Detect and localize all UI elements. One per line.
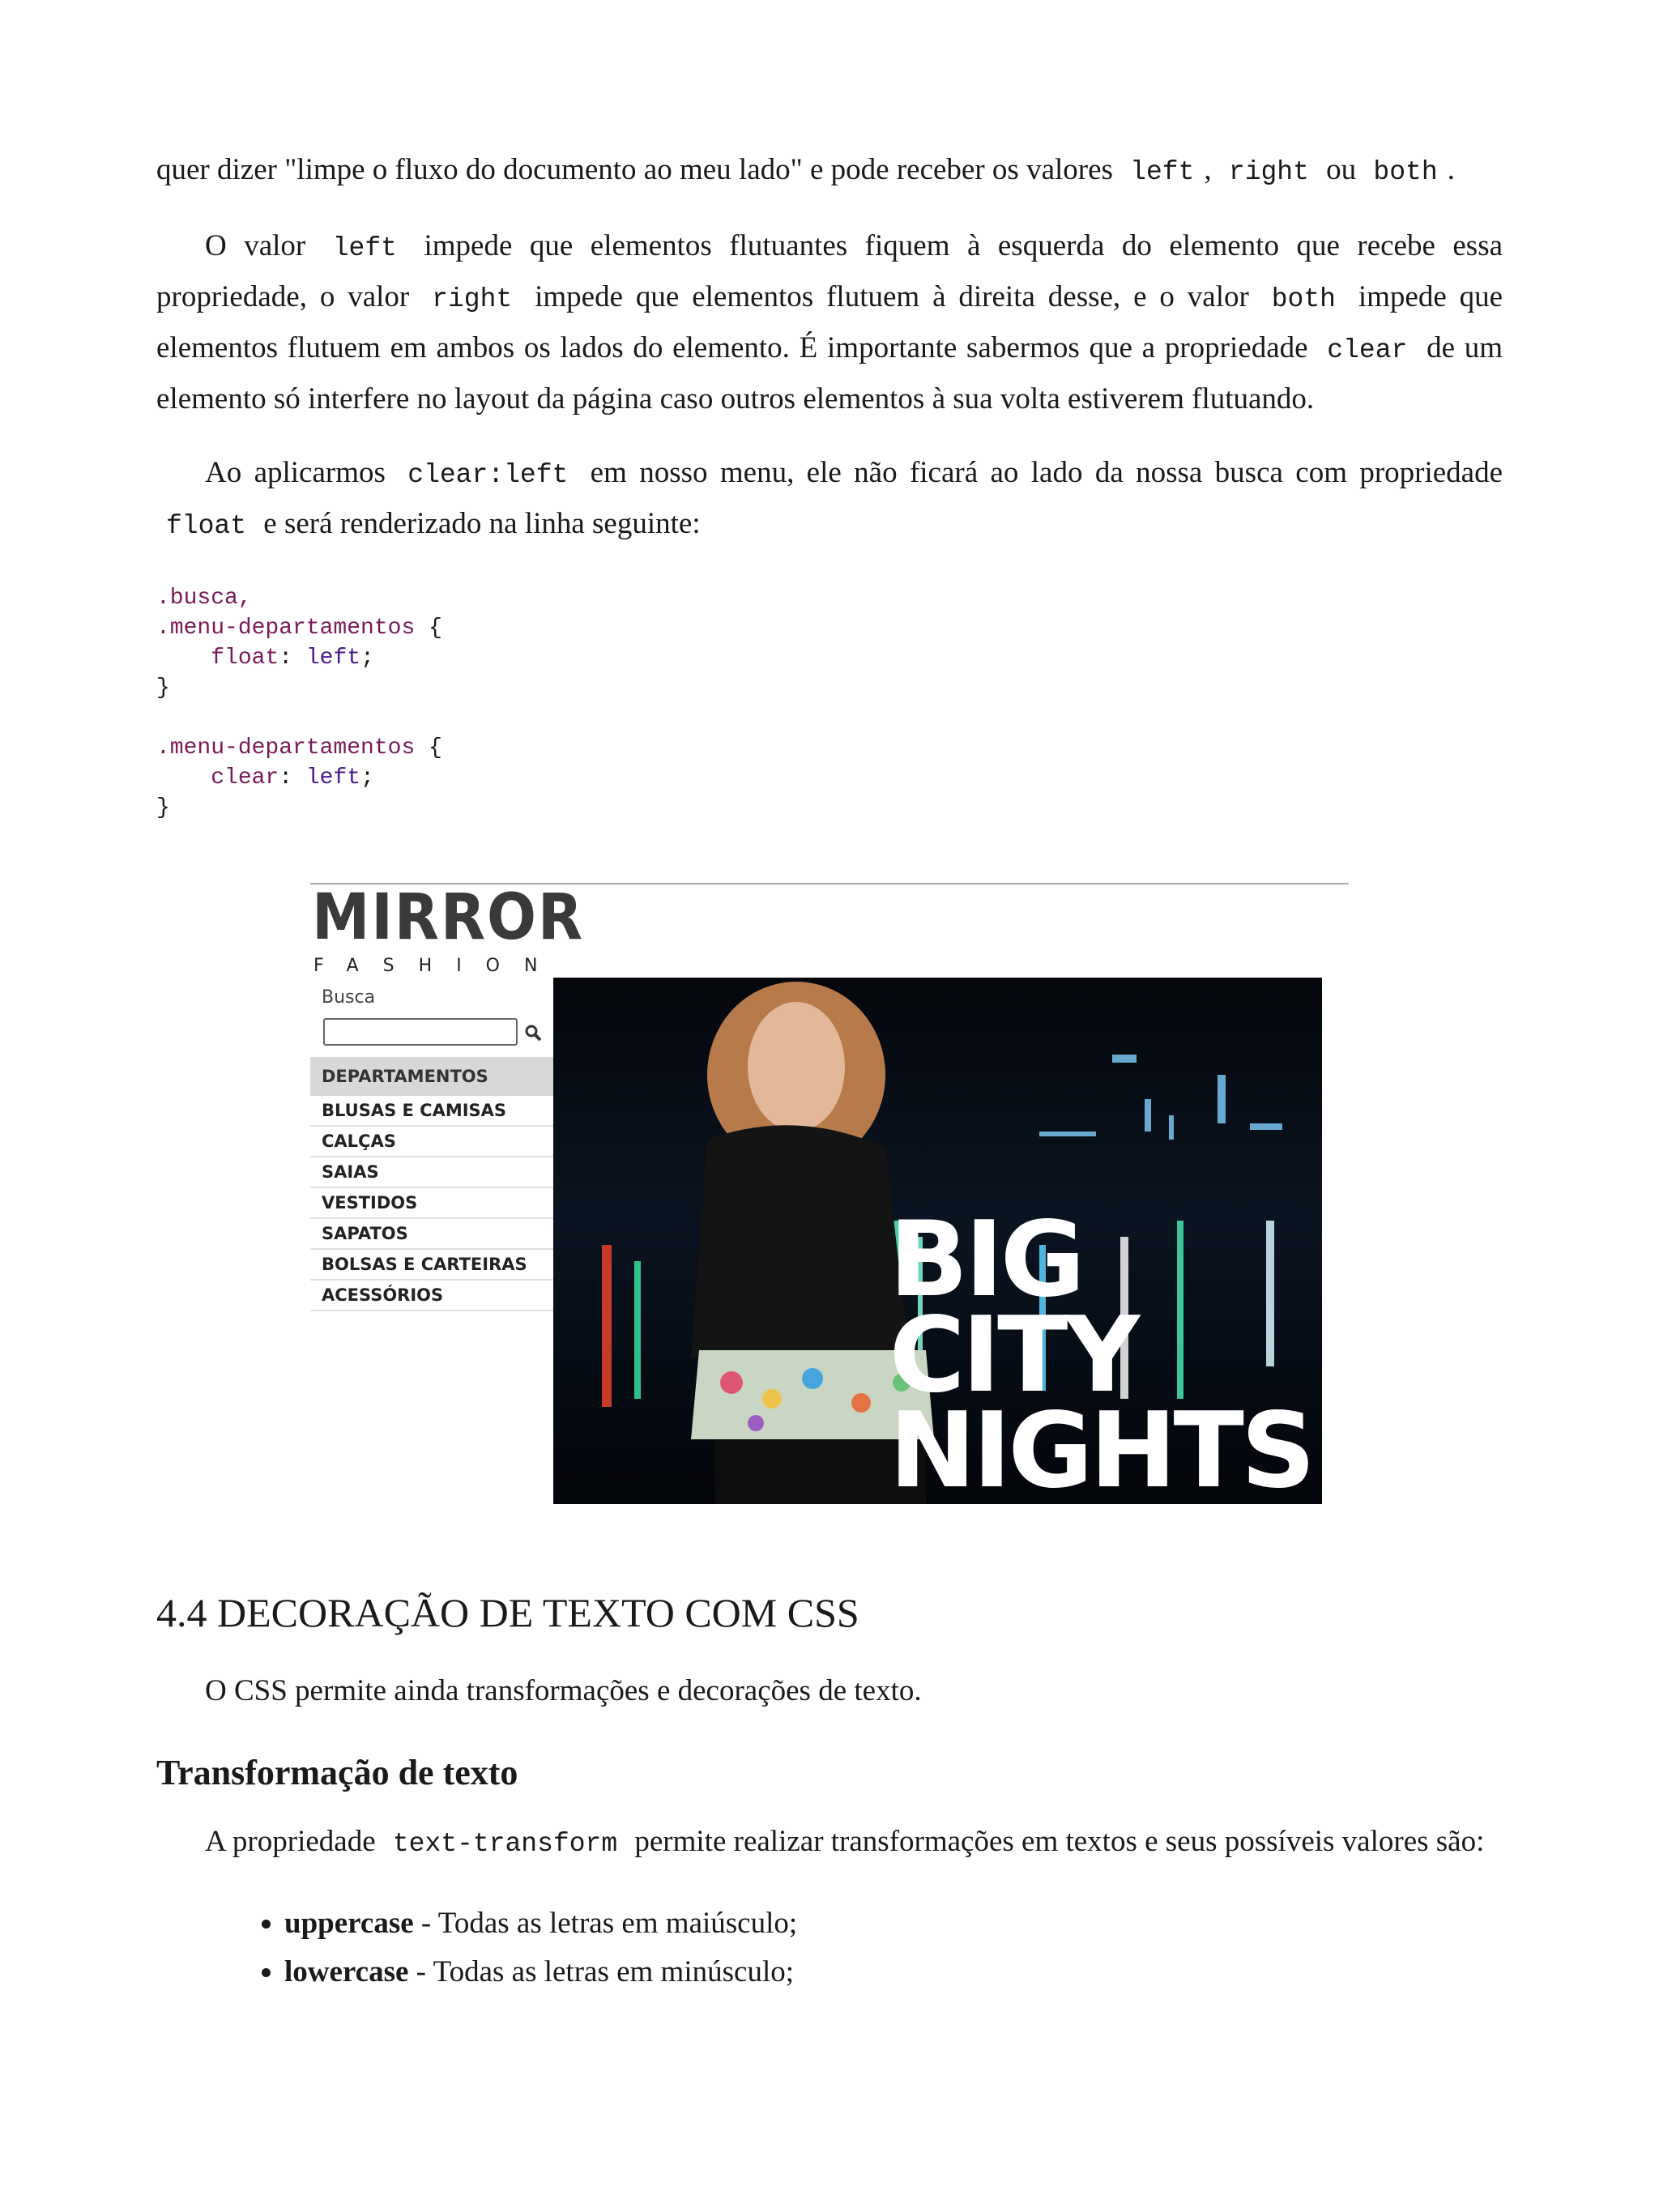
search-icon[interactable] [522, 1022, 545, 1045]
code-brace: { [415, 735, 442, 761]
inline-code: clear [1327, 335, 1408, 365]
menu-heading: DEPARTAMENTOS [310, 1057, 553, 1096]
menu-departamentos [310, 1057, 553, 1311]
code-brace: } [156, 795, 170, 820]
paragraph-text-transform [156, 1818, 1503, 1869]
text: em nosso menu, ele não ficará ao lado da nossa busca com propriedade [590, 456, 1503, 489]
mirror-fashion-logo: MIRROR [312, 881, 584, 954]
menu-item[interactable]: BLUSAS E CAMISAS [310, 1096, 553, 1127]
text: . [1447, 153, 1455, 186]
menu-item[interactable]: SAPATOS [310, 1219, 553, 1250]
code-selector: .busca, [156, 586, 252, 611]
code-value: left [305, 765, 361, 791]
css-code-block: .busca, .menu-departamentos { float: left; } .menu-departamentos { clear: left; } [156, 586, 442, 820]
menu-item[interactable]: CALÇAS [310, 1127, 553, 1157]
list-term: lowercase [284, 1955, 409, 1988]
banner-image[interactable] [553, 978, 1322, 1504]
code-selector: .menu-departamentos [156, 616, 416, 641]
list-item [284, 1899, 1503, 1948]
list-term: uppercase [284, 1907, 414, 1940]
inline-code: both [1271, 284, 1336, 314]
inline-code: right [1228, 157, 1309, 187]
search-input[interactable] [323, 1018, 518, 1046]
paragraph-clear-intro [156, 146, 1503, 197]
paragraph-clear-values [156, 222, 1503, 424]
menu-item[interactable]: BOLSAS E CARTEIRAS [310, 1250, 553, 1281]
text: Ao aplicarmos [205, 456, 386, 489]
section-intro: O CSS permite ainda transformações e decorações de texto. [205, 1674, 922, 1707]
text: quer dizer "limpe o fluxo do documento ao meu lado" e pode receber os valores [156, 153, 1113, 186]
text: impede que elementos flutuem à direita desse, e o valor [535, 280, 1249, 313]
banner-line: BIG [889, 1200, 1082, 1320]
code-property: clear [211, 765, 279, 791]
text: , [1204, 153, 1212, 186]
banner-line: NIGHTS [889, 1391, 1312, 1504]
text: A propriedade [205, 1825, 376, 1858]
text: impede que elementos flutuantes fiquem à esquerda do elemento que recebe essa propriedade, o valor [156, 229, 1503, 313]
code-brace: { [415, 616, 442, 641]
section-content [156, 1667, 1503, 1997]
menu-item[interactable]: ACESSÓRIOS [310, 1281, 553, 1311]
text: permite realizar transformações em textos e seus possíveis valores são: [634, 1825, 1485, 1858]
inline-code: right [432, 284, 513, 314]
list-desc: - Todas as letras em maiúsculo; [413, 1907, 798, 1940]
code-selector: .menu-departamentos [156, 735, 416, 761]
inline-code: float [166, 511, 247, 541]
code-value: left [305, 646, 361, 671]
text: ou [1326, 153, 1357, 186]
subheading: Transformação de texto [156, 1753, 518, 1792]
text: e será renderizado na linha seguinte: [263, 507, 701, 540]
section-title: 4.4 DECORAÇÃO DE TEXTO COM CSS [156, 1590, 859, 1635]
search-label: Busca [322, 987, 376, 1008]
inline-code: left [332, 233, 397, 263]
menu-item[interactable]: SAIAS [310, 1157, 553, 1188]
paragraph-apply-clear [156, 449, 1503, 551]
banner-line: CITY [889, 1295, 1137, 1416]
inline-code: clear:left [407, 460, 569, 490]
list-item [284, 1948, 1503, 1997]
menu-item[interactable]: VESTIDOS [310, 1188, 553, 1219]
document-page [156, 146, 1503, 823]
inline-code: left [1130, 157, 1195, 187]
text: O valor [205, 229, 306, 262]
inline-code: both [1373, 157, 1438, 187]
logo-subtitle: FASHION [313, 956, 562, 976]
text: de um elemento só interfere no layout da página caso outros elementos à sua volta estiverem flutuando. [156, 331, 1503, 416]
code-brace: } [156, 676, 170, 701]
code-property: float [211, 646, 279, 671]
inline-code: text-transform [392, 1829, 618, 1859]
list-desc: - Todas as letras em minúsculo; [408, 1955, 795, 1988]
text: impede que elementos flutuem em ambos os lados do elemento. É importante sabermos que a propriedade [156, 280, 1503, 364]
banner-title [889, 1200, 1312, 1504]
value-list [156, 1899, 1503, 1997]
